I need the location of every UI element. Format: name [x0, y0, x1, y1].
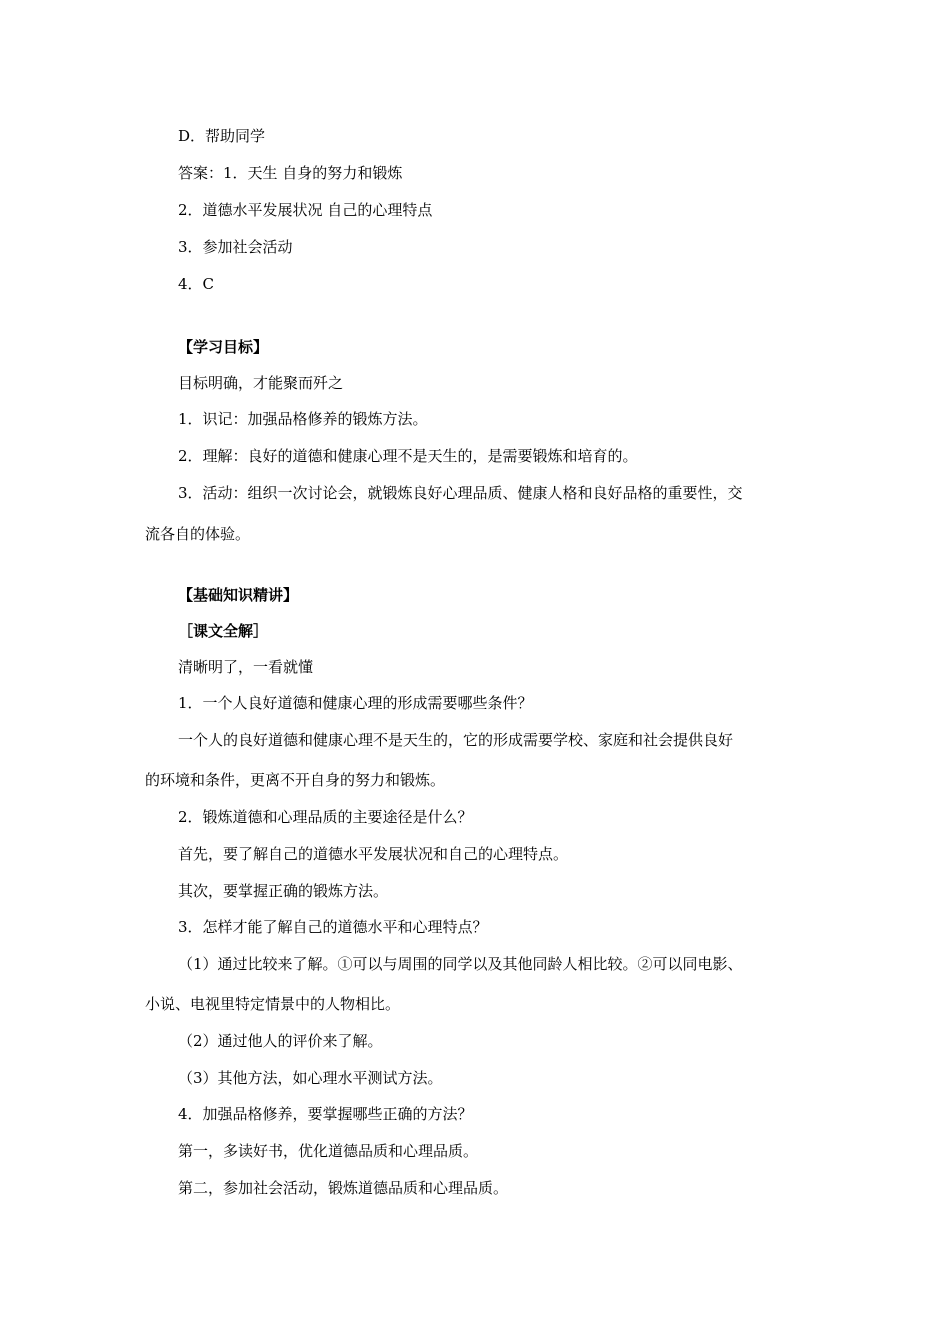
answer-3: 3．参加社会活动 — [178, 238, 293, 256]
question-4-answer-2: 第二，参加社会活动，锻炼道德品质和心理品质。 — [178, 1179, 509, 1197]
question-1: 1．一个人良好道德和健康心理的形成需要哪些条件？ — [178, 694, 533, 712]
question-3-answer-3: （3）其他方法，如心理水平测试方法。 — [178, 1069, 443, 1087]
question-4: 4．加强品格修养，要掌握哪些正确的方法？ — [178, 1105, 473, 1123]
question-3-answer-1-line-1: （1）通过比较来了解。①可以与周围的同学以及其他同龄人相比较。②可以同电影、 — [178, 955, 743, 973]
goal-2: 2．理解：良好的道德和健康心理不是天生的，是需要锻炼和培育的。 — [178, 447, 638, 465]
section-heading-knowledge: 【基础知识精讲】 — [178, 586, 299, 604]
question-4-answer-1: 第一，多读好书，优化道德品质和心理品质。 — [178, 1142, 479, 1160]
answer-4: 4．C — [178, 275, 215, 293]
answer-1: 答案：1．天生 自身的努力和锻炼 — [178, 164, 403, 182]
question-1-answer-line-2: 的环境和条件，更离不开自身的努力和锻炼。 — [145, 771, 446, 789]
subheading-text: ［课文全解］ — [178, 622, 269, 640]
option-d: D．帮助同学 — [178, 127, 266, 145]
question-2-answer-1: 首先，要了解自己的道德水平发展状况和自己的心理特点。 — [178, 845, 569, 863]
question-3-answer-1-line-2: 小说、电视里特定情景中的人物相比。 — [145, 995, 401, 1013]
section-heading-goals: 【学习目标】 — [178, 338, 269, 356]
goal-3-line-1: 3．活动：组织一次讨论会，就锻炼良好心理品质、健康人格和良好品格的重要性，交 — [178, 484, 743, 502]
question-1-answer-line-1: 一个人的良好道德和健康心理不是天生的，它的形成需要学校、家庭和社会提供良好 — [178, 731, 734, 749]
answer-2: 2．道德水平发展状况 自己的心理特点 — [178, 201, 433, 219]
goal-3-line-2: 流各自的体验。 — [145, 525, 251, 543]
question-3-answer-2: （2）通过他人的评价来了解。 — [178, 1032, 383, 1050]
question-2: 2．锻炼道德和心理品质的主要途径是什么？ — [178, 808, 473, 826]
question-2-answer-2: 其次，要掌握正确的锻炼方法。 — [178, 882, 389, 900]
goals-intro: 目标明确，才能聚而歼之 — [178, 374, 344, 392]
goal-1: 1．识记：加强品格修养的锻炼方法。 — [178, 410, 428, 428]
question-3: 3．怎样才能了解自己的道德水平和心理特点？ — [178, 918, 488, 936]
knowledge-intro: 清晰明了，一看就懂 — [178, 658, 314, 676]
